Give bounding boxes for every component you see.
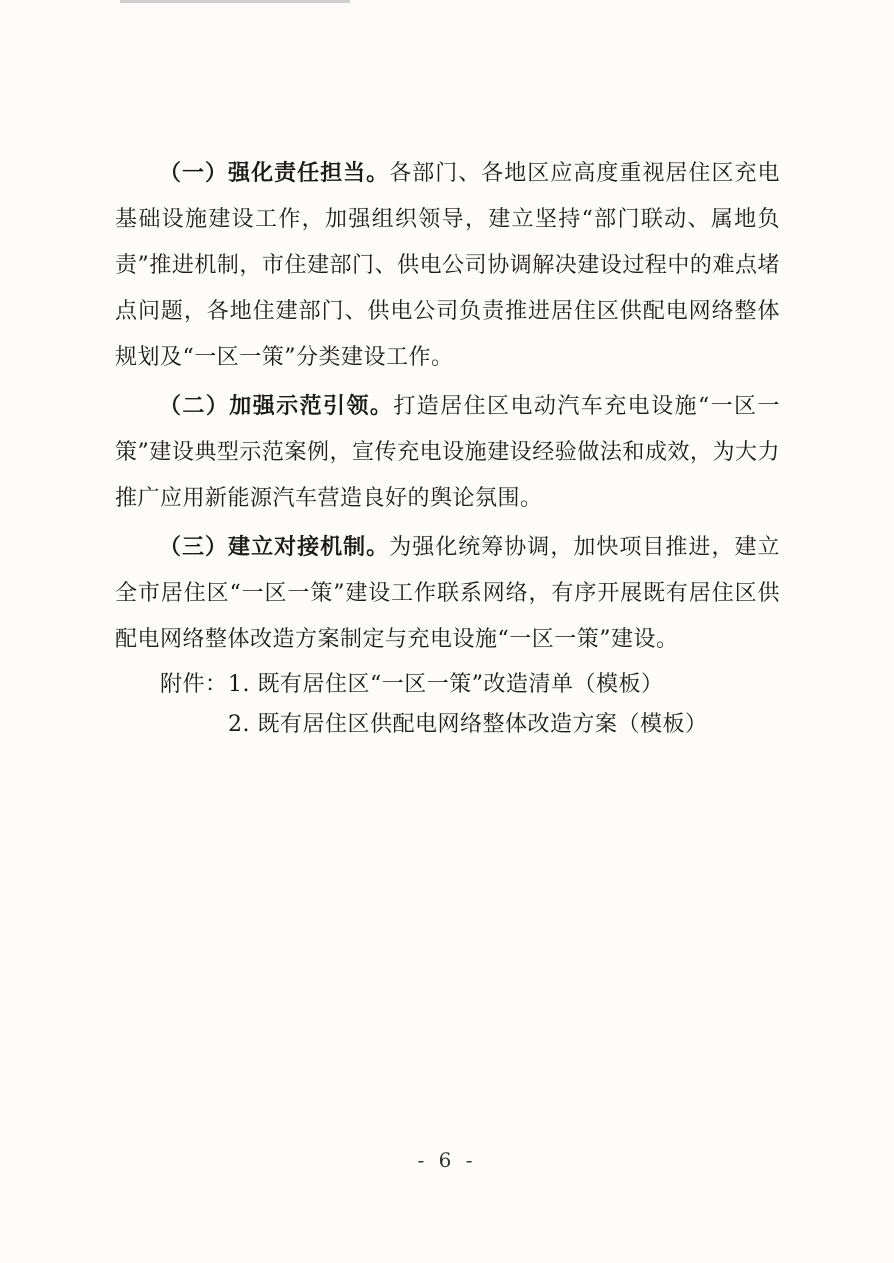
paragraph-demonstration [115,383,780,522]
scan-edge-mark [120,0,350,3]
paragraph-coordination [115,524,780,663]
paragraph-heading: （三）建立对接机制。 [159,534,390,560]
page-number: - 6 - [417,1148,477,1172]
paragraph-heading: （二）加强示范引领。 [159,393,394,419]
attachment-item-2 [160,705,760,745]
paragraph-heading: （一）强化责任担当。 [159,160,390,186]
body-text [115,150,780,665]
attachments-label: 附件： [160,672,228,697]
attachment-title: 1. 既有居住区“一区一策”改造清单（模板） [228,672,664,697]
paragraph-body: 为强化统筹协调，加快项目推进，建立全市居住区“一区一策”建设工作联系网络，有序开展既有居住区供配电网络整体改造方案制定与充电设施“一区一策”建设。 [115,535,780,652]
paragraph-body: 各部门、各地区应高度重视居住区充电基础设施建设工作，加强组织领导，建立坚持“部门联动、属地负责”推进机制，市住建部门、供电公司协调解决建设过程中的难点堵点问题，各地住建部门、供电公司负责推进居住区供配电网络整体规划及“一区一策”分类建设工作。 [115,161,780,370]
attachment-title: 2. 既有居住区供配电网络整体改造方案（模板） [228,712,708,737]
paragraph-responsibility [115,150,780,381]
attachments-list [160,665,760,745]
paragraph-body: 打造居住区电动汽车充电设施“一区一策”建设典型示范案例，宣传充电设施建设经验做法和成效，为大力推广应用新能源汽车营造良好的舆论氛围。 [115,394,780,511]
attachment-item-1 [160,665,760,705]
